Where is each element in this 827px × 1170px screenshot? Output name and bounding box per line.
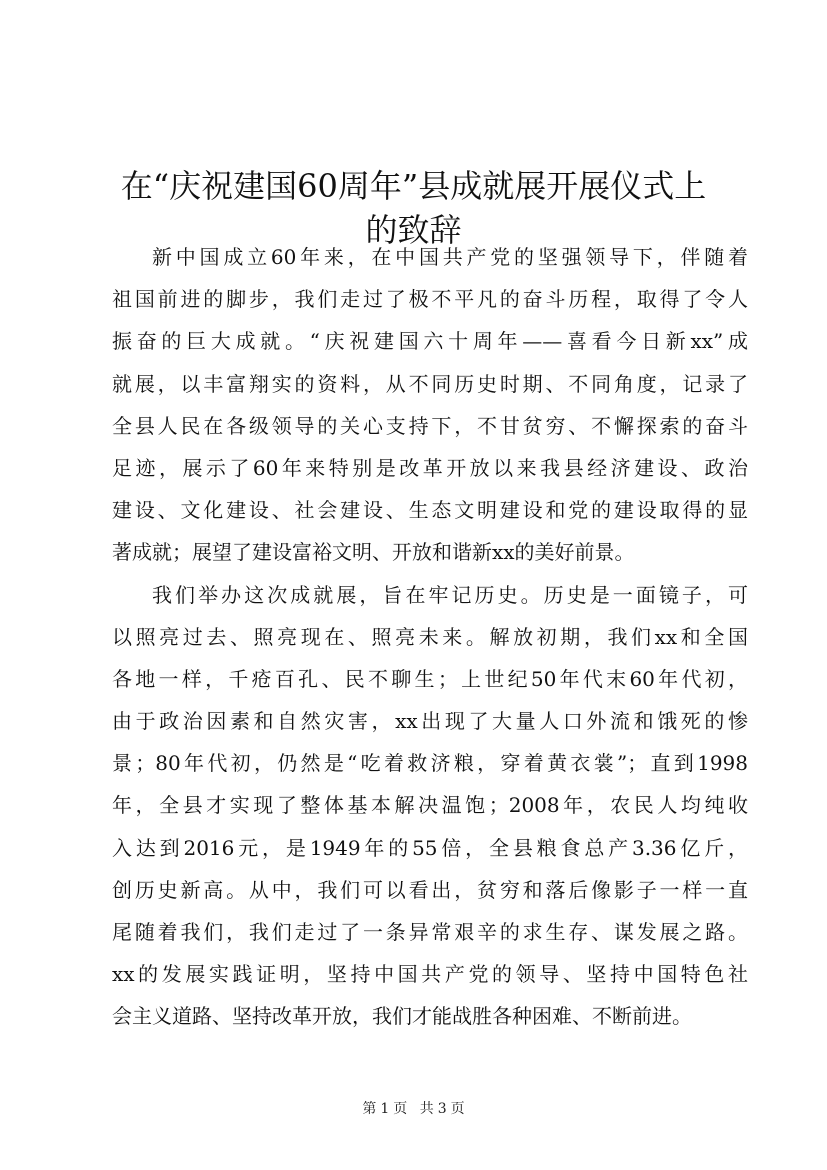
text-line: 创历史新高。从中，我们可以看出，贫穷和落后像影子一样一直: [112, 877, 748, 902]
total-pages-label: [418, 1101, 467, 1117]
text-line: 各地一样，千疮百孔、民不聊生；上世纪50年代末60年代初，: [112, 666, 748, 691]
text-line: 年，全县才实现了整体基本解决温饱；2008年，农民人均纯收: [112, 793, 748, 818]
text-line: 由于政治因素和自然灾害，xx出现了大量人口外流和饿死的惨: [112, 709, 748, 734]
total-unit: 页: [450, 1101, 465, 1117]
paragraph-1: [112, 236, 748, 574]
text-line: 著成就；展望了建设富裕文明、开放和谐新xx的美好前景。: [112, 540, 635, 565]
text-line: 祖国前进的脚步，我们走过了极不平凡的奋斗历程，取得了令人: [112, 287, 748, 312]
page-footer: [0, 1100, 827, 1118]
page-unit: 页: [393, 1101, 408, 1117]
page-number-label: [360, 1101, 409, 1117]
page-prefix: 第: [362, 1101, 377, 1117]
page-number: 1: [380, 1101, 390, 1117]
total-pages: 3: [437, 1101, 447, 1117]
total-prefix: 共: [419, 1101, 434, 1117]
paragraph-2: [112, 574, 748, 1038]
text-line: xx的发展实践证明，坚持中国共产党的领导、坚持中国特色社: [112, 962, 748, 987]
text-line: 全县人民在各级领导的关心支持下，不甘贫穷、不懈探索的奋斗: [112, 413, 748, 438]
text-line: 振奋的巨大成就。“庆祝建国六十周年——喜看今日新xx”成: [112, 329, 748, 354]
title-line: 的致辞: [365, 211, 462, 250]
text-line: 新中国成立60年来，在中国共产党的坚强领导下，伴随着: [152, 245, 748, 269]
text-line: 建设、文化建设、社会建设、生态文明建设和党的建设取得的显: [112, 498, 748, 523]
text-line: 尾随着我们，我们走过了一条异常艰辛的求生存、谋发展之路。: [112, 920, 748, 944]
text-line: 入达到2016元，是1949年的55倍，全县粮食总产3.36亿斤，: [112, 835, 748, 860]
title-line: 在“庆祝建国60周年”县成就展开展仪式上: [120, 167, 707, 206]
text-line: 足迹，展示了60年来特别是改革开放以来我县经济建设、政治: [112, 455, 748, 480]
document-body: [112, 236, 748, 1038]
text-line: 我们举办这次成就展，旨在牢记历史。历史是一面镜子，可: [152, 582, 748, 607]
text-line: 以照亮过去、照亮现在、照亮未来。解放初期，我们xx和全国: [112, 624, 748, 649]
text-line: 会主义道路、坚持改革开放，我们才能战胜各种困难、不断前进。: [112, 1004, 692, 1029]
text-line: 景；80年代初，仍然是“吃着救济粮，穿着黄衣裳”；直到1998: [112, 751, 748, 776]
text-line: 就展，以丰富翔实的资料，从不同历史时期、不同角度，记录了: [112, 371, 748, 396]
